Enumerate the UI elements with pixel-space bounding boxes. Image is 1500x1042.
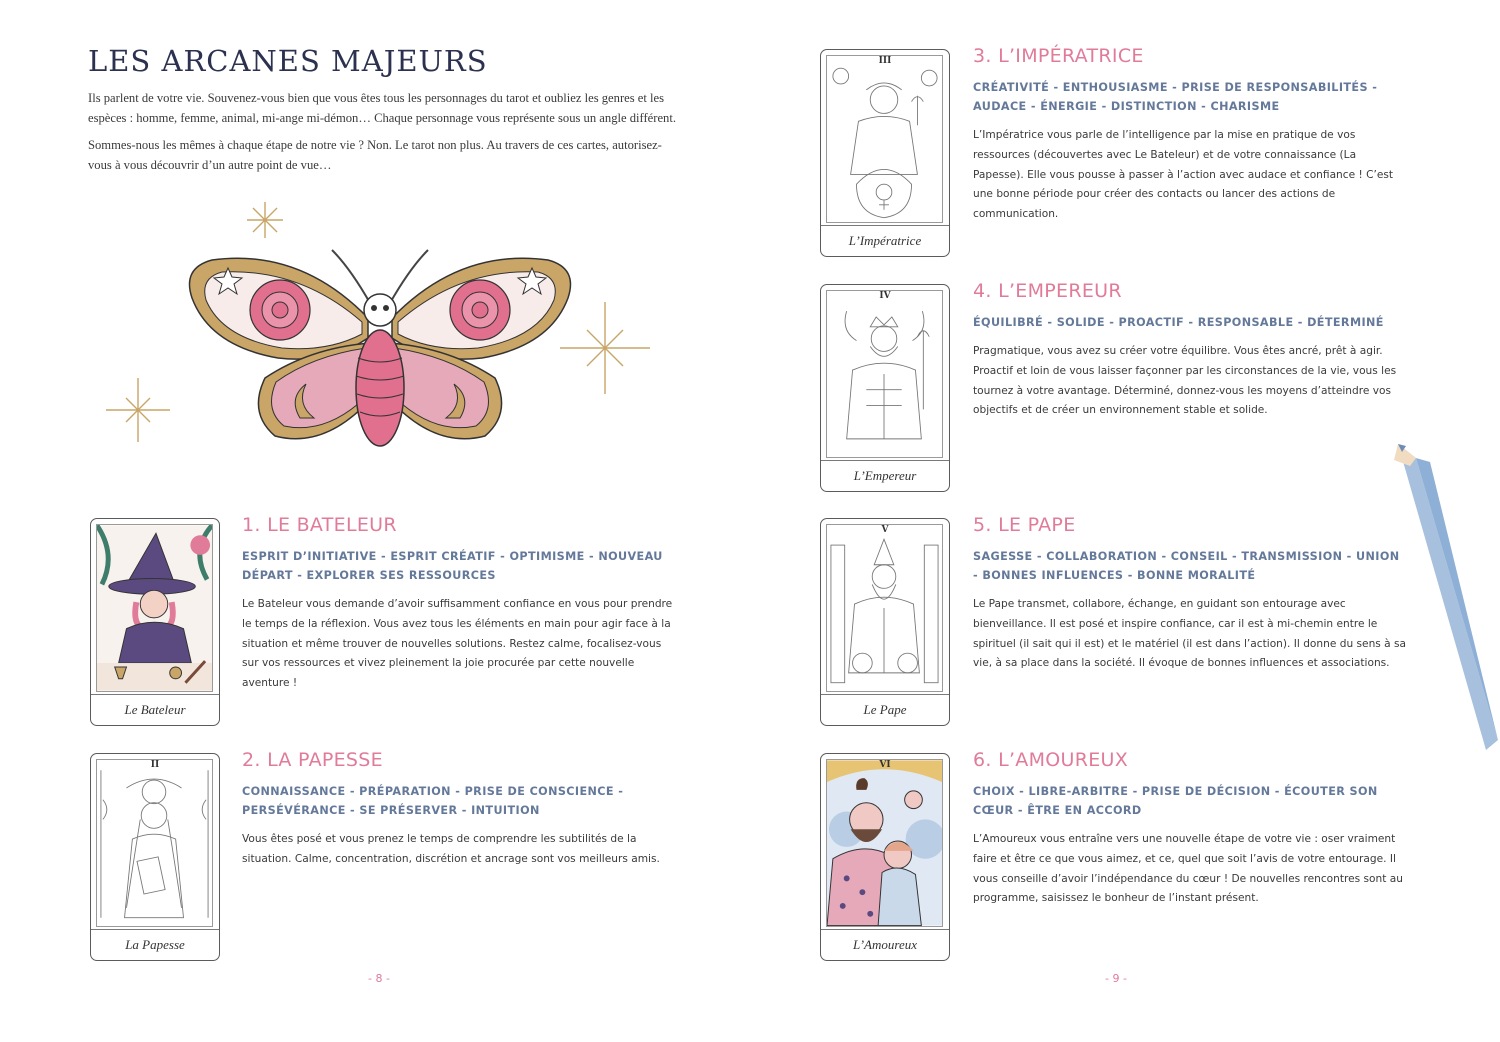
entry-heading: 6. L’AMOUREUX bbox=[973, 749, 1129, 771]
card-numeral: V bbox=[881, 525, 889, 535]
entry-heading: 2. LA PAPESSE bbox=[242, 749, 383, 771]
entry-keywords: CRÉATIVITÉ - ENTHOUSIASME - PRISE DE RESPONSABILITÉS - AUDACE - ÉNERGIE - DISTINCTION - CHARISME bbox=[973, 81, 1378, 113]
entry-description: Le Pape transmet, collabore, échange, en guidant son entourage avec bienveillance. Il est posé et inspire confiance, car il est à mi-chemin entre le spirituel (il sait qui il est) et le matériel (il est dans l’action). Il donne du sens à sa vie, à sa place dans la société. Il évoque de bonnes influences et associations. bbox=[973, 598, 1407, 670]
card-illustration bbox=[826, 524, 943, 692]
tarot-card-l-imperatrice bbox=[820, 49, 950, 257]
card-caption: Le Pape bbox=[821, 694, 949, 725]
entry-description: L’Amoureux vous entraîne vers une nouvelle étape de votre vie : oser vraiment faire et être ce que vous aimez, et ce, quel que soit l’avis de votre entourage. Il vous conseille d’avoir l’indépendance du cœur ! De nouvelles rencontres sont au programme, saisissez le bonheur de l’instant présent. bbox=[973, 833, 1403, 905]
entry-description: L’Impératrice vous parle de l’intelligence par la mise en pratique de vos ressources (découvertes avec Le Bateleur) et de votre connaissance (La Papesse). Elle vous pousse à passer à l’action avec audace et confiance ! C’est une bonne période pour créer des contacts ou lancer des actions de communication. bbox=[973, 129, 1394, 221]
card-numeral: III bbox=[878, 56, 892, 66]
entry-le-pape bbox=[973, 514, 1408, 674]
entry-description: Vous êtes posé et vous prenez le temps de comprendre les subtilités de la situation. Calme, concentration, discrétion et ancrage sont vos meilleurs amis. bbox=[242, 833, 660, 865]
entry-description: Pragmatique, vous avez su créer votre équilibre. Vous êtes ancré, prêt à agir. Proactif et loin de vous laisser façonner par les circonstances de la vie, vous les tournez à votre avantage. Déterminé, donnez-vous les moyens d’atteindre vos objectifs et de créer un environnement stable et solide. bbox=[973, 345, 1397, 417]
entry-l-imperatrice bbox=[973, 45, 1408, 225]
card-illustration bbox=[826, 55, 943, 223]
tarot-card-le-pape bbox=[820, 518, 950, 726]
tarot-card-le-bateleur bbox=[90, 518, 220, 726]
entry-heading: 4. L’EMPEREUR bbox=[973, 280, 1122, 302]
intro-paragraph-1: Ils parlent de votre vie. Souvenez-vous bien que vous êtes tous les personnages du tarot et oubliez les genres et les espèces : homme, femme, animal, mi-ange mi-démon… Chaque personnage vous représente sous un angle différent. bbox=[88, 91, 676, 125]
moth-illustration bbox=[100, 198, 660, 458]
intro-paragraph-2: Sommes-nous les mêmes à chaque étape de notre vie ? Non. Le tarot non plus. Au travers de ces cartes, autorisez-vous à vous découvrir d’un autre point de vue… bbox=[88, 138, 662, 172]
page-title: LES ARCANES MAJEURS bbox=[88, 44, 488, 78]
card-numeral: II bbox=[150, 760, 160, 770]
card-numeral: IV bbox=[879, 291, 891, 301]
right-page bbox=[750, 0, 1500, 1042]
entry-description: Le Bateleur vous demande d’avoir suffisamment confiance en vous pour prendre le temps de la réflexion. Vous avez tous les éléments en main pour agir face à la situation et même trouver de nouvelles solutions. Restez calme, focalisez-vous sur vos ressources et vivez pleinement la joie procurée par cette nouvelle aventure ! bbox=[242, 598, 673, 690]
card-caption: L’Impératrice bbox=[821, 225, 949, 256]
card-illustration bbox=[96, 759, 213, 927]
tarot-card-l-empereur bbox=[820, 284, 950, 492]
entry-heading: 3. L’IMPÉRATRICE bbox=[973, 45, 1144, 67]
entry-heading: 5. LE PAPE bbox=[973, 514, 1076, 536]
entry-l-empereur bbox=[973, 280, 1408, 421]
card-caption: L’Amoureux bbox=[821, 929, 949, 960]
entry-keywords: ÉQUILIBRÉ - SOLIDE - PROACTIF - RESPONSABLE - DÉTERMINÉ bbox=[973, 316, 1384, 329]
card-caption: Le Bateleur bbox=[91, 694, 219, 725]
card-caption: L’Empereur bbox=[821, 460, 949, 491]
entry-keywords: CONNAISSANCE - PRÉPARATION - PRISE DE CONSCIENCE - PERSÉVÉRANCE - SE PRÉSERVER - INTUITION bbox=[242, 785, 624, 817]
entry-la-papesse bbox=[242, 749, 677, 870]
card-numeral: VI bbox=[879, 760, 891, 770]
entry-heading: 1. LE BATELEUR bbox=[242, 514, 397, 536]
card-illustration bbox=[826, 290, 943, 458]
entry-le-bateleur bbox=[242, 514, 677, 694]
intro-text bbox=[88, 88, 678, 182]
tarot-card-l-amoureux bbox=[820, 753, 950, 961]
page-number-left: - 8 - bbox=[368, 972, 390, 985]
card-illustration bbox=[96, 524, 213, 692]
page-number-right: - 9 - bbox=[1105, 972, 1127, 985]
entry-keywords: ESPRIT D’INITIATIVE - ESPRIT CRÉATIF - OPTIMISME - NOUVEAU DÉPART - EXPLORER SES RESSOURCES bbox=[242, 550, 663, 582]
entry-keywords: CHOIX - LIBRE-ARBITRE - PRISE DE DÉCISION - ÉCOUTER SON CŒUR - ÊTRE EN ACCORD bbox=[973, 785, 1378, 817]
entry-keywords: SAGESSE - COLLABORATION - CONSEIL - TRANSMISSION - UNION - BONNES INFLUENCES - BONNE MORALITÉ bbox=[973, 550, 1400, 582]
card-caption: La Papesse bbox=[91, 929, 219, 960]
tarot-card-la-papesse bbox=[90, 753, 220, 961]
entry-l-amoureux bbox=[973, 749, 1408, 909]
card-illustration bbox=[826, 759, 943, 927]
pencil-illustration bbox=[1390, 440, 1500, 760]
